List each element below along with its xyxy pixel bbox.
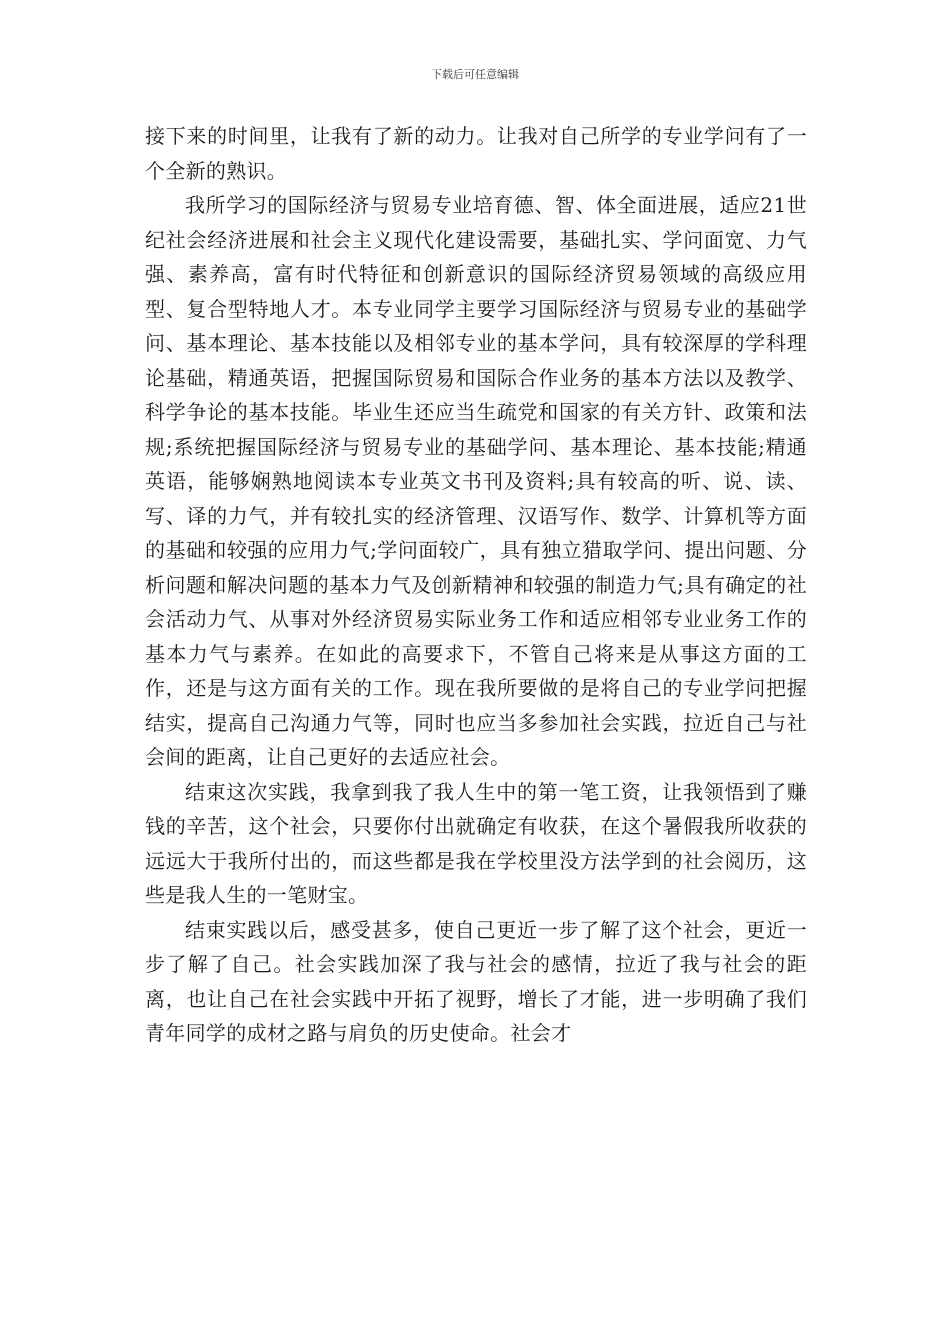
document-body — [145, 119, 807, 1051]
paragraph-first-salary: 结束这次实践，我拿到我了我人生中的第一笔工资，让我领悟到了赚钱的辛苦，这个社会，只要你付出就确定有收获，在这个暑假我所收获的远远大于我所付出的，而这些都是我在学校里没方法学到的社会阅历，这些是我人生的一笔财宝。 — [145, 779, 807, 907]
page-header: 下载后可任意编辑 — [431, 68, 519, 81]
paragraph-major-description: 我所学习的国际经济与贸易专业培育德、智、体全面进展，适应21世纪社会经济进展和社会主义现代化建设需要，基础扎实、学问面宽、力气强、素养高，富有时代特征和创新意识的国际经济贸易领域的高级应用型、复合型特地人才。本专业同学主要学习国际经济与贸易专业的基础学问、基本理论、基本技能以及相邻专业的基本学问，具有较深厚的学科理论基础，精通英语，把握国际贸易和国际合作业务的基本方法以及教学、科学争论的基本技能。毕业生还应当生疏党和国家的有关方针、政策和法规;系统把握国际经济与贸易专业的基础学问、基本理论、基本技能;精通英语，能够娴熟地阅读本专业英文书刊及资料;具有较高的听、说、读、写、译的力气，并有较扎实的经济管理、汉语写作、数学、计算机等方面的基础和较强的应用力气;学问面较广，具有独立猎取学问、提出问题、分析问题和解决问题的基本力气及创新精神和较强的制造力气;具有确定的社会活动力气、从事对外经济贸易实际业务工作和适应相邻专业业务工作的基本力气与素养。在如此的高要求下，不管自己将来是从事这方面的工作，还是与这方面有关的工作。现在我所要做的是将自己的专业学问把握结实，提高自己沟通力气等，同时也应当多参加社会实践，拉近自己与社会间的距离，让自己更好的去适应社会。 — [145, 193, 807, 769]
paragraph-continuation: 接下来的时间里，让我有了新的动力。让我对自己所学的专业学问有了一个全新的熟识。 — [145, 124, 807, 183]
paragraph-reflection: 结束实践以后，感受甚多，使自己更近一步了解了这个社会，更近一步了解了自己。社会实践加深了我与社会的感情，拉近了我与社会的距离，也让自己在社会实践中开拓了视野，增长了才能，进一步明确了我们青年同学的成材之路与肩负的历史使命。社会才 — [145, 917, 807, 1045]
